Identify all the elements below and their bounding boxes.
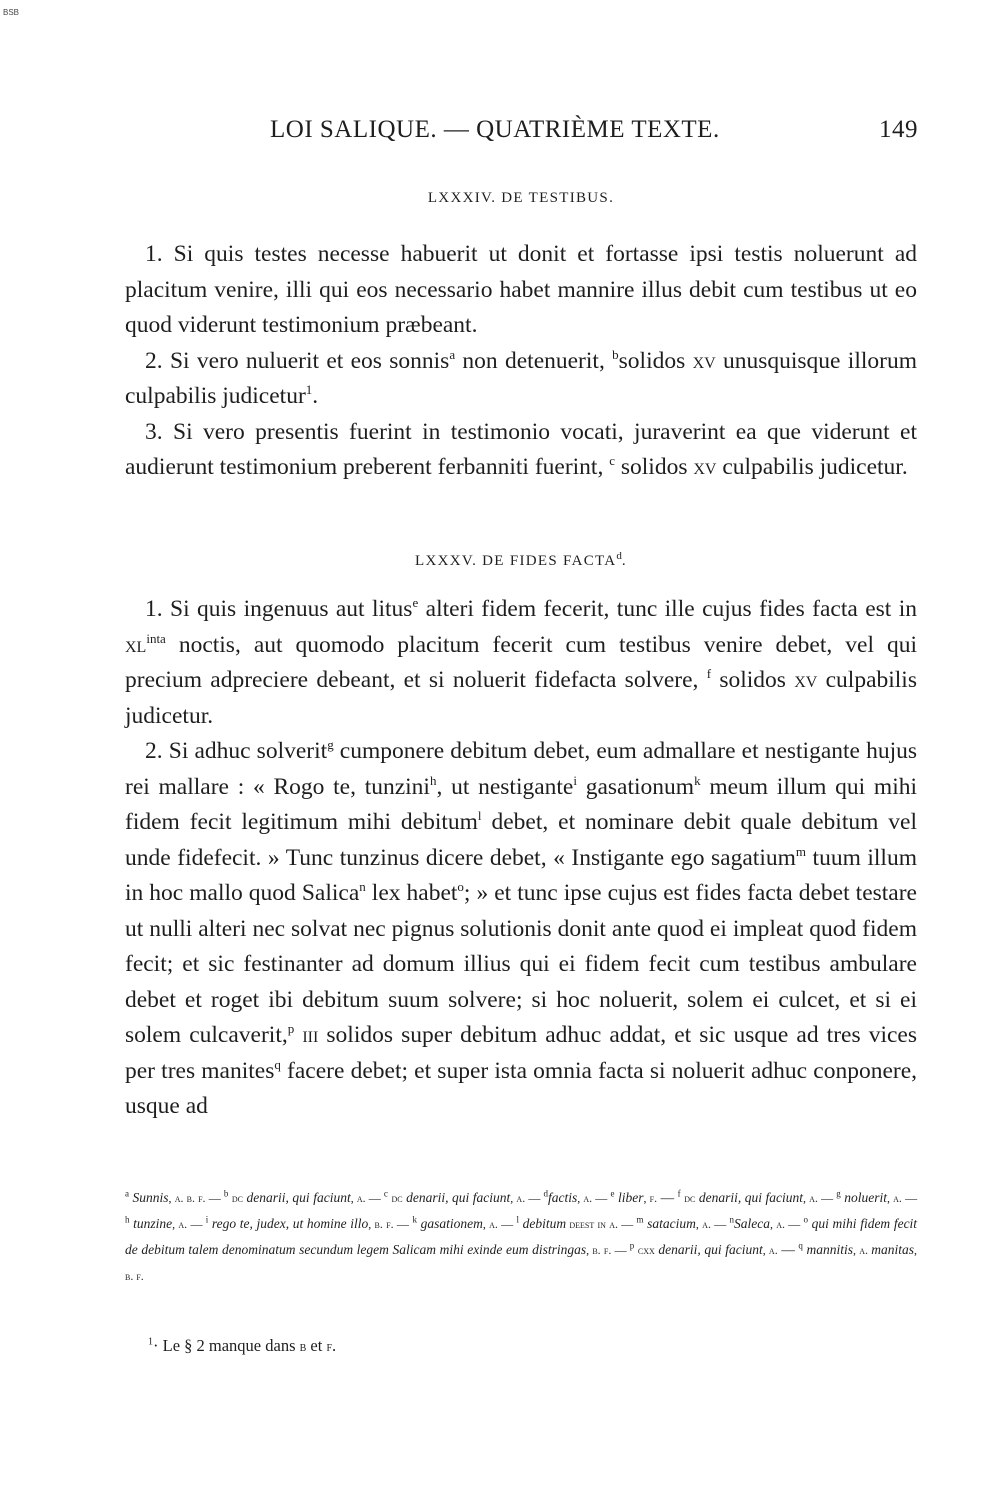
footnote-marker: d [616,550,622,562]
footnote-marker: a [449,346,456,362]
footnote-block: $^a$ Sunnis, a. b. f. — $^b$ dc denarii, qui faciunt, a. — $^c$ dc denarii, qui faciunt, a. — $^d$factis, a. — $^e$ liber, f. — $^f$ dc denarii, qui faciunt, a. — $^g$ noluerit, a. — $^h$ tunzine, a. — $^i$ rego te, judex, ut homine illo, b. f. — $^k$ gasationem, a. — $^l$ debitum deest in a. — $^m$ satacium, a. — $^n$Saleca, a. — $^o$ qui mihi fidem fecit de debitum talem denominatum secundum legem Salicam mihi exinde eum distringas, b. f. — $^p$ cxx denarii, qui faciunt, a. — $^q$ mannitis, a. manitas, b. f. [125,1188,918,1283]
paragraph: 1. Si quis ingenuus aut litus$^e$ alteri fidem fecerit, tunc ille cujus fides facta est in $xl^{inta}$ noctis, aut quomodo placitum fecerit cum testibus venire debet, vel qui precium adpreciere debeant, et si noluerit fidefacta solvere, $^f$ solidos xv culpabilis judicetur. [125,595,917,729]
footnote-marker: h [429,772,437,788]
paragraph: 3. Si vero presentis fuerint in testimonio vocati, juraverint ea que viderunt et audierunt testimonium preberent ferbanniti fuerint, $^c$ solidos xv culpabilis judicetur. [125,418,917,480]
section-heading: LXXXIV. DE TESTIBUS. [427,190,615,206]
library-stamp: BSB [3,8,20,17]
footnote-marker: m [795,843,807,859]
footnote-marker: b [612,346,619,362]
footnote-marker: p [287,1021,295,1037]
footnote-marker: n [359,879,366,895]
paragraph: 2. Si vero nuluerit et eos sonnis$^a$ non detenuerit, $^b$solidos xv unusquisque illorum culpabilis judicetur$^1$. [125,346,917,409]
footnote-marker: l [477,808,482,824]
footnote-marker: i [573,772,577,788]
page-number: 149 [879,116,918,143]
paragraph: 2. Si adhuc solverit$^g$ cumponere debitum debet, eum admallare et nestigante hujus rei mallare : « Rogo te, tunzini$^h$, ut nestigante$^i$ gasationum$^k$ meum illum qui mihi fidem fecit legitimum mihi debitum$^l$ debet, et nominare debit quale debitum vel unde fidefecit. » Tunc tunzinus dicere debet, « Instigante ego sagatium$^m$ tuum illum in hoc mallo quod Salica$^n$ lex habet$^o$; » et tunc ipse cujus est fides facta debet testare ut nulli alteri nec solvat nec pignus solutionis donit ante quod ei impleat quod fidem fecit; et sic festinanter ad domum illius qui ei fidem fecit cum testibus ambulare debet et roget ibi debitum suum solvere; si hoc noluerit, solem ei culcet, et si ei solem culcaverit,$^p$ iii solidos super debitum adhuc addat, et sic usque ad tres vices per tres manites$^q$ facere debet; et super ista omnia facta si noluerit adhuc conponere, usque ad [125,737,918,1119]
paragraph: 1. Si quis testes necesse habuerit ut donit et fortasse ipsi testis noluerunt ad placitum venire, illi qui eos necessario habet mannire illus debit cum testibus ut eo quod viderunt testimonium præbeant. [125,241,918,338]
footnote-marker: o [457,879,464,895]
footnote-marker: q [274,1056,281,1072]
footnote-marker: 1 [305,382,313,398]
footnote-marker: e [412,595,419,611]
footnotes [125,1185,917,1289]
footnote-marker: k [694,772,701,788]
footnote-marker: f [706,666,712,682]
footnote-marker: g [327,737,334,753]
section-body [125,237,917,486]
section-body [125,592,917,1125]
section-heading: LXXXV. DE FIDES FACTA$^d$. [415,550,627,569]
editorial-note: $^1$· Le § 2 manque dans b et f. [148,1336,337,1355]
running-title: LOI SALIQUE. — QUATRIÈME TEXTE. [270,116,720,143]
footnote-marker: c [609,453,615,469]
